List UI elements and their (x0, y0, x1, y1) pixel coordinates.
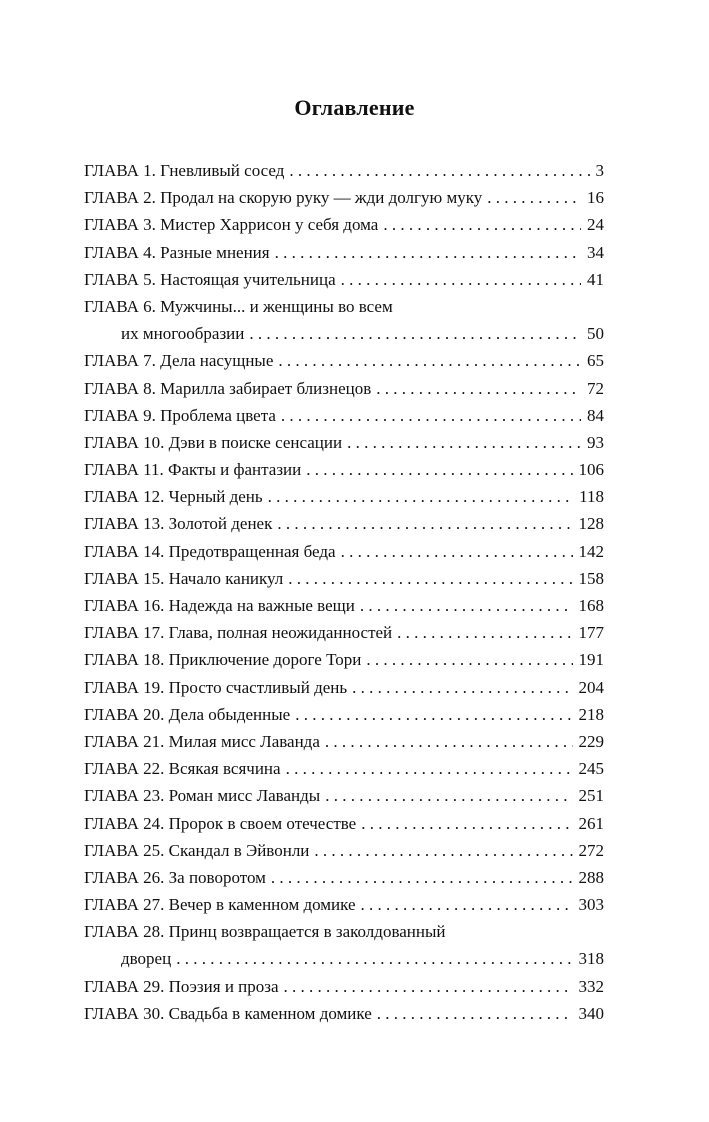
dot-leader (306, 456, 572, 483)
toc-entry-title-continuation: дворец (121, 949, 172, 969)
dot-leader (289, 157, 589, 184)
toc-entry-title: ГЛАВА 9. Проблема цвета (84, 405, 276, 425)
toc-entry-title: ГЛАВА 17. Глава, полная неожиданностей (84, 623, 393, 643)
toc-entry-page-number: 261 (578, 813, 604, 833)
toc-entry-page-number: 288 (578, 867, 604, 887)
toc-entry (84, 565, 604, 592)
toc-entry-page-number: 251 (578, 786, 604, 806)
toc-entry-title: ГЛАВА 1. Гневливый сосед (84, 161, 285, 180)
toc-entry (84, 184, 604, 211)
toc-entry (84, 1000, 604, 1027)
dot-leader (347, 429, 581, 456)
toc-entry-page-number: 272 (578, 840, 604, 860)
dot-leader (286, 755, 573, 782)
toc-entry-page-number: 84 (587, 405, 604, 425)
toc-entry-page-number: 168 (578, 596, 604, 615)
toc-entry-title: ГЛАВА 2. Продал на скорую руку — жди долгую муку (84, 188, 483, 208)
dot-leader (376, 375, 581, 402)
toc-entry-title: ГЛАВА 13. Золотой денек (84, 514, 273, 534)
toc-entry-page-number: 218 (578, 704, 604, 724)
toc-entry-title: ГЛАВА 14. Предотвращенная беда (84, 541, 336, 561)
toc-entry (84, 592, 604, 619)
toc-entry-title: ГЛАВА 24. Пророк в своем отечестве (84, 813, 357, 833)
dot-leader (275, 239, 581, 266)
toc-entry (84, 701, 604, 728)
toc-entry (84, 837, 604, 864)
toc-entry-title: ГЛАВА 22. Всякая всячина (84, 759, 281, 779)
dot-leader (277, 510, 572, 537)
toc-entry-title-continuation: их многообразии (121, 324, 245, 344)
dot-leader (361, 810, 572, 837)
toc-entry-title: ГЛАВА 11. Факты и фантазии (84, 460, 302, 480)
toc-entry-title: ГЛАВА 8. Марилла забирает близнецов (84, 378, 372, 398)
toc-entry-page-number: 158 (578, 568, 604, 588)
toc-entry (84, 347, 604, 374)
toc-entry-title: ГЛАВА 6. Мужчины... и женщины во всем (84, 296, 393, 316)
toc-entry-title: ГЛАВА 25. Скандал в Эйвонли (84, 840, 310, 860)
toc-entry (84, 674, 604, 701)
dot-leader (249, 320, 581, 347)
dot-leader (281, 402, 581, 429)
toc-entry-title: ГЛАВА 3. Мистер Харрисон у себя дома (84, 215, 379, 235)
toc-entry-page-number: 16 (587, 188, 604, 208)
dot-leader (325, 782, 572, 809)
toc-entry (84, 456, 604, 483)
dot-leader (341, 538, 573, 565)
toc-entry-title: ГЛАВА 7. Дела насущные (84, 351, 274, 371)
dot-leader (278, 347, 581, 374)
toc-entry-page-number: 93 (587, 432, 604, 452)
toc-entry-page-number: 72 (587, 378, 604, 398)
toc-entry-title: ГЛАВА 16. Надежда на важные вещи (84, 596, 355, 615)
toc-entry-title: ГЛАВА 5. Настоящая учительница (84, 269, 336, 289)
dot-leader (487, 184, 581, 211)
toc-entry-page-number: 204 (578, 677, 604, 697)
toc-entry-title: ГЛАВА 30. Свадьба в каменном домике (84, 1003, 372, 1023)
toc-entry-title: ГЛАВА 29. Поэзия и проза (84, 976, 279, 996)
toc-entry-title: ГЛАВА 28. Принц возвращается в заколдованный (84, 922, 446, 942)
toc-entry-title: ГЛАВА 21. Милая мисс Лаванда (84, 731, 320, 751)
toc-entry (84, 266, 604, 293)
toc-entry-title: ГЛАВА 26. За поворотом (84, 867, 266, 887)
dot-leader (377, 1000, 573, 1027)
toc-entry (84, 973, 604, 1000)
toc-entry-title: ГЛАВА 23. Роман мисс Лаванды (84, 786, 321, 806)
toc-entry (84, 293, 604, 320)
toc-entry-page-number: 3 (595, 161, 604, 180)
dot-leader (341, 266, 581, 293)
toc-entry (84, 755, 604, 782)
toc-entry-title: ГЛАВА 4. Разные мнения (84, 242, 270, 262)
toc-entry-page-number: 229 (578, 731, 604, 751)
dot-leader (397, 619, 572, 646)
toc-entry-page-number: 332 (578, 976, 604, 996)
dot-leader (288, 565, 572, 592)
toc-entry-page-number: 50 (587, 324, 604, 344)
toc-entry-page-number: 191 (578, 650, 604, 670)
toc-entry (84, 402, 604, 429)
toc-entry-page-number: 65 (587, 351, 604, 371)
toc-entry-page-number: 41 (587, 269, 604, 289)
dot-leader (352, 674, 572, 701)
table-of-contents (84, 157, 604, 1027)
toc-entry-continuation (84, 945, 604, 972)
dot-leader (268, 483, 573, 510)
toc-entry-page-number: 128 (578, 514, 604, 534)
toc-entry (84, 375, 604, 402)
dot-leader (295, 701, 572, 728)
page-title: Оглавление (294, 95, 415, 120)
toc-entry-title: ГЛАВА 15. Начало каникул (84, 568, 284, 588)
toc-entry (84, 510, 604, 537)
toc-entry-page-number: 142 (578, 541, 604, 561)
toc-entry-page-number: 245 (578, 759, 604, 779)
toc-entry-title: ГЛАВА 20. Дела обыденные (84, 704, 291, 724)
toc-entry (84, 864, 604, 891)
toc-entry-page-number: 34 (587, 242, 604, 262)
toc-entry (84, 728, 604, 755)
dot-leader (361, 891, 573, 918)
toc-entry-title: ГЛАВА 27. Вечер в каменном домике (84, 895, 356, 915)
toc-entry-continuation (84, 320, 604, 347)
toc-entry-title: ГЛАВА 10. Дэви в поиске сенсации (84, 432, 343, 452)
toc-entry-page-number: 318 (578, 949, 604, 969)
toc-entry (84, 810, 604, 837)
toc-entry (84, 157, 604, 184)
toc-entry-page-number: 177 (578, 623, 604, 643)
toc-entry (84, 918, 604, 945)
toc-entry-page-number: 106 (578, 460, 604, 480)
toc-entry-page-number: 118 (579, 487, 604, 507)
toc-entry-page-number: 340 (578, 1003, 604, 1023)
toc-entry (84, 211, 604, 238)
toc-entry (84, 429, 604, 456)
dot-leader (176, 945, 572, 972)
toc-entry-page-number: 303 (578, 895, 604, 915)
toc-entry (84, 646, 604, 673)
toc-entry-page-number: 24 (587, 215, 604, 235)
dot-leader (360, 592, 573, 619)
dot-leader (314, 837, 572, 864)
toc-entry (84, 239, 604, 266)
toc-entry (84, 538, 604, 565)
toc-entry-title: ГЛАВА 19. Просто счастливый день (84, 677, 348, 697)
toc-entry (84, 483, 604, 510)
toc-entry-title: ГЛАВА 18. Приключение дороге Тори (84, 650, 362, 670)
toc-entry (84, 619, 604, 646)
dot-leader (366, 646, 572, 673)
toc-entry (84, 891, 604, 918)
toc-entry (84, 782, 604, 809)
dot-leader (271, 864, 573, 891)
toc-entry-title: ГЛАВА 12. Черный день (84, 487, 263, 507)
dot-leader (325, 728, 573, 755)
dot-leader (284, 973, 573, 1000)
dot-leader (383, 211, 581, 238)
